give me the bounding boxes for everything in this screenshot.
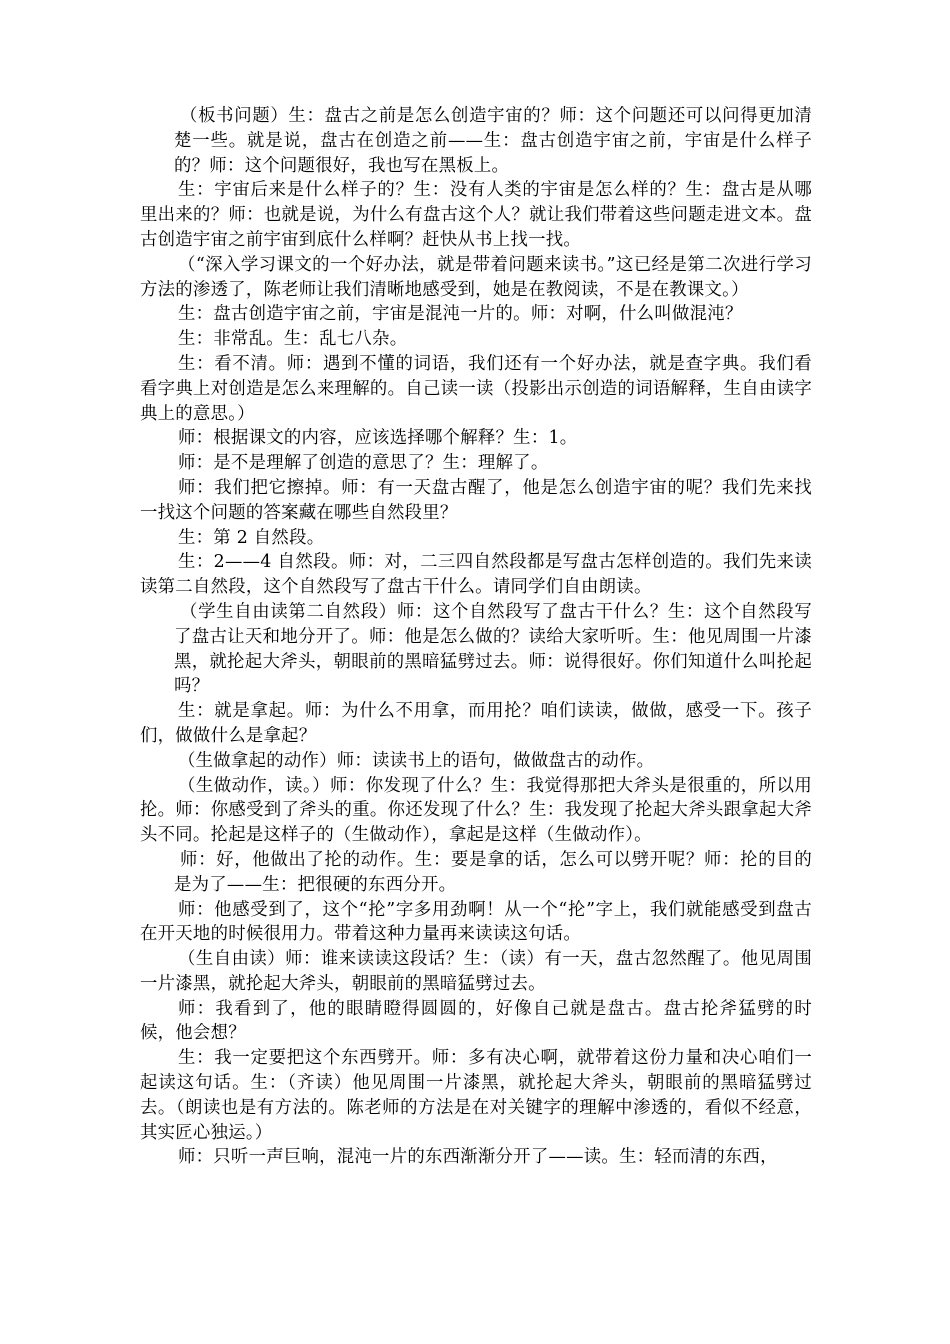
paragraph: 师：根据课文的内容，应该选择哪个解释？生：1。	[178, 428, 578, 449]
paragraph: 师：我们把它擦掉。师：有一天盘古醒了，他是怎么创造宇宙的呢？我们先来找一找这个问题的答案藏在哪些自然段里？	[140, 477, 812, 523]
paragraph: 师：我看到了，他的眼睛瞪得圆圆的，好像自己就是盘古。盘古抡斧猛劈的时候，他会想？	[140, 998, 812, 1044]
paragraph: 生：2——4 自然段。师：对，二三四自然段都是写盘古怎样创造的。我们先来读读第二自然段，这个自然段写了盘古干什么。请同学们自由朗读。	[140, 552, 812, 598]
paragraph: （生做动作，读。）师：你发现了什么？生：我觉得那把大斧头是很重的，所以用抡。师：你感受到了斧头的重。你还发现了什么？生：我发现了抡起大斧头跟拿起大斧头不同。抡起是这样子的（生做动作），拿起是这样（生做动作）。	[140, 775, 812, 846]
paragraph: （生做拿起的动作）师：读读书上的语句，做做盘古的动作。	[178, 750, 655, 771]
paragraph: 师：是不是理解了创造的意思了？生：理解了。	[178, 453, 549, 474]
paragraph: 生：宇宙后来是什么样子的？生：没有人类的宇宙是怎么样的？生：盘古是从哪里出来的？师：也就是说，为什么有盘古这个人？就让我们带着这些问题走进文本。盘古创造宇宙之前宇宙到底什么样啊？赶快从书上找一找。	[140, 180, 812, 250]
paragraph: 师：好，他做出了抡的动作。生：要是拿的话，怎么可以劈开呢？师：抡的目的是为了——生：把很硬的东西分开。	[174, 849, 812, 895]
paragraph: 生：盘古创造宇宙之前，宇宙是混沌一片的。师：对啊，什么叫做混沌？	[178, 304, 743, 325]
paragraph: （学生自由读第二自然段）师：这个自然段写了盘古干什么？生：这个自然段写了盘古让天和地分开了。师：他是怎么做的？读给大家听听。生：他见周围一片漆黑，就抡起大斧头，朝眼前的黑暗猛劈过去。师：说得很好。你们知道什么叫抡起吗？	[174, 601, 812, 697]
paragraph: 生：非常乱。生：乱七八杂。	[178, 329, 408, 350]
paragraph: 师：他感受到了，这个“抡”字多用劲啊！从一个“抡”字上，我们就能感受到盘古在开天地的时候很用力。带着这种力量再来读读这句话。	[140, 899, 812, 945]
paragraph: 生：看不清。师：遇到不懂的词语，我们还有一个好办法，就是查字典。我们看看字典上对创造是怎么来理解的。自己读一读（投影出示创造的词语解释，生自由读字典上的意思。）	[140, 353, 812, 424]
paragraph: 生：就是拿起。师：为什么不用拿，而用抡？咱们读读，做做，感受一下。孩子们，做做什么是拿起？	[140, 701, 812, 746]
document-body	[140, 104, 812, 1170]
paragraph: 生：我一定要把这个东西劈开。师：多有决心啊，就带着这份力量和决心咱们一起读这句话。生：（齐读）他见周围一片漆黑，就抡起大斧头，朝眼前的黑暗猛劈过去。（朗读也是有方法的。陈老师的方法是在对关键字的理解中渗透的，看似不经意，其实匠心独运。）	[140, 1048, 812, 1143]
paragraph: （生自由读）师：谁来读读这段话？生：（读）有一天，盘古忽然醒了。他见周围一片漆黑，就抡起大斧头，朝眼前的黑暗猛劈过去。	[140, 949, 812, 994]
paragraph: （“深入学习课文的一个好办法，就是带着问题来读书。”这已经是第二次进行学习方法的渗透了，陈老师让我们清晰地感受到，她是在教阅读，不是在教课文。）	[140, 254, 812, 300]
paragraph: 师：只听一声巨响，混沌一片的东西渐渐分开了——读。生：轻而清的东西，	[178, 1147, 778, 1168]
paragraph: （板书问题）生：盘古之前是怎么创造宇宙的？师：这个问题还可以问得更加清楚一些。就是说，盘古在创造之前——生：盘古创造宇宙之前，宇宙是什么样子的？师：这个问题很好，我也写在黑板上。	[174, 106, 812, 176]
paragraph: 生：第 2 自然段。	[178, 527, 325, 548]
